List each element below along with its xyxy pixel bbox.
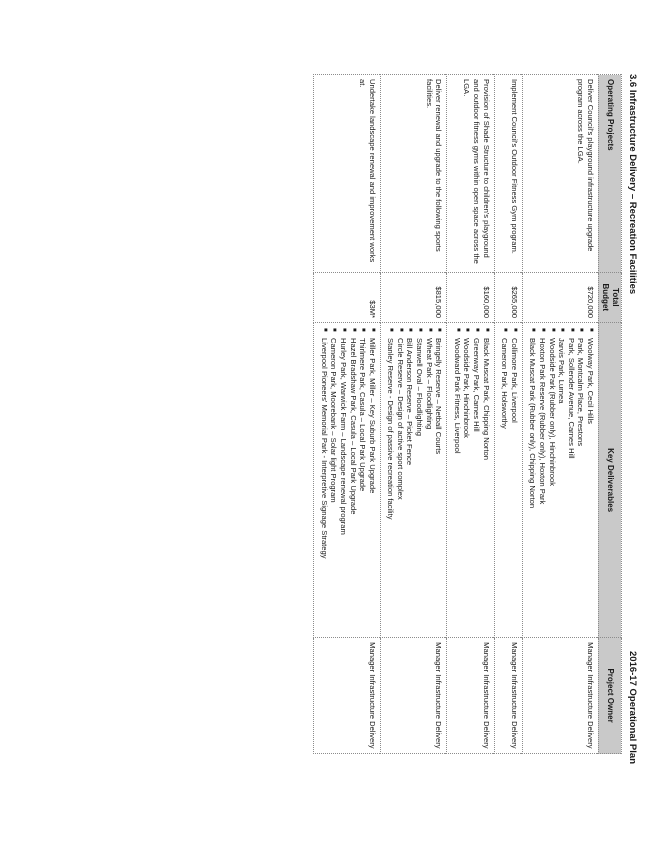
deliverable-item: ■ Greenway Park, Carnes Hill — [471, 327, 481, 633]
projects-table — [313, 74, 622, 754]
table-row — [447, 75, 494, 754]
deliverables-list — [500, 327, 519, 633]
budget-cell: $3M* — [314, 272, 381, 322]
deliverable-item: ■ Cameron Park, Moorebank – Solar light Program — [329, 327, 339, 633]
deliverable-item: ■ Woodside Park, Hinchinbrook — [462, 327, 472, 633]
deliverable-item: ■ Thirlmere Park, Casula – Local Park Upgrade — [358, 327, 368, 633]
deliverable-item: ■ Stanley Reserve - Design of passive recreation facility — [386, 327, 396, 633]
deliverable-item: ■ Woolway Park, Cecil Hills — [585, 327, 595, 633]
table-row — [522, 75, 598, 754]
table-body — [314, 75, 599, 754]
deliverables-cell — [494, 323, 522, 638]
deliverable-item: ■ Hoxton Park Reserve (Rubber only), Hoxton Park — [537, 327, 547, 633]
deliverable-item: ■ Collimore Park, Liverpool — [509, 327, 519, 633]
deliverable-item: ■ Liverpool Pioneers' Memorial Park - Interpretive Signage Strategy — [319, 327, 329, 633]
deliverables-list — [319, 327, 377, 633]
deliverables-cell — [447, 323, 494, 638]
deliverable-item: ■ Black Muscat Park (Rubber only), Chipping Norton — [528, 327, 538, 633]
deliverable-item: ■ Woodward Park Fitness, Liverpool — [452, 327, 462, 633]
deliverable-item: ■ Bringelly Reserve – Netball Courts — [434, 327, 444, 633]
deliverable-item: ■ Hurley Park, Warwick Farm – Landscape renewal program — [338, 327, 348, 633]
plan-title: 2016-17 Operational Plan — [627, 651, 638, 764]
deliverables-cell — [380, 323, 447, 638]
deliverable-item: ■ Wheat Park – Floodlighting — [424, 327, 434, 633]
owner-cell: Manager Infrastructure Delivery — [522, 638, 598, 754]
owner-cell: Manager Infrastructure Delivery — [380, 638, 447, 754]
deliverable-item: ■ Miller Park, Miller – Key Suburb Park Upgrade — [367, 327, 377, 633]
column-header-owner: Project Owner — [599, 638, 622, 754]
deliverable-item: ■ Woodside Park (Rubber only), Hinchinbrook — [547, 327, 557, 633]
budget-cell: $720,000 — [522, 272, 598, 322]
project-cell: Undertake landscape renewal and improvement works at. — [314, 75, 381, 273]
table-row — [314, 75, 381, 754]
deliverable-item: ■ Stanwell Oval – Floodlighting — [415, 327, 425, 633]
deliverables-list — [528, 327, 595, 633]
section-title: 3.6 Infrastructure Delivery – Recreation Facilities — [627, 74, 638, 295]
budget-cell: $815,000 — [380, 272, 447, 322]
budget-cell: $160,000 — [447, 272, 494, 322]
deliverable-item: ■ Jarvis Park, Lurnea — [557, 327, 567, 633]
project-cell: Deliver Council's playground infrastructure upgrade program across the LGA. — [522, 75, 598, 273]
column-header-budget: Total Budget — [599, 272, 622, 322]
deliverables-list — [386, 327, 444, 633]
column-header-projects: Operating Projects — [599, 75, 622, 273]
deliverables-cell — [314, 323, 381, 638]
owner-cell: Manager Infrastructure Delivery — [494, 638, 522, 754]
project-cell: Implement Council's Outdoor Fitness Gym program. — [494, 75, 522, 273]
deliverable-item: ■ Park, Montcalm Place, Prestons — [576, 327, 586, 633]
deliverable-item: ■ Black Muscat Park, Chipping Norton — [481, 327, 491, 633]
owner-cell: Manager Infrastructure Delivery — [314, 638, 381, 754]
project-cell: Deliver renewal and upgrade to the following sports facilities. — [380, 75, 447, 273]
table-row — [380, 75, 447, 754]
deliverable-item: ■ Hazel Bradshaw Park, Casula – Local Park Upgrade — [348, 327, 358, 633]
deliverable-item: ■ Park, Sollender Avenue, Carnes Hill — [566, 327, 576, 633]
project-cell: Provision of Shade Structure to children's playground and outdoor fitness gyms within open space across the LGA. — [447, 75, 494, 273]
column-header-deliverables: Key Deliverables — [599, 323, 622, 638]
deliverable-item: ■ Cameron Park, Holsworthy — [500, 327, 510, 633]
table-row — [494, 75, 522, 754]
deliverable-item: ■ Circle Reserve – Design of active sport complex — [395, 327, 405, 633]
table-header-row — [599, 75, 622, 754]
budget-cell: $265,000 — [494, 272, 522, 322]
deliverable-item: ■ Bill Anderson Reserve – Picket Fence — [405, 327, 415, 633]
owner-cell: Manager Infrastructure Delivery — [447, 638, 494, 754]
deliverables-cell — [522, 323, 598, 638]
deliverables-list — [452, 327, 490, 633]
